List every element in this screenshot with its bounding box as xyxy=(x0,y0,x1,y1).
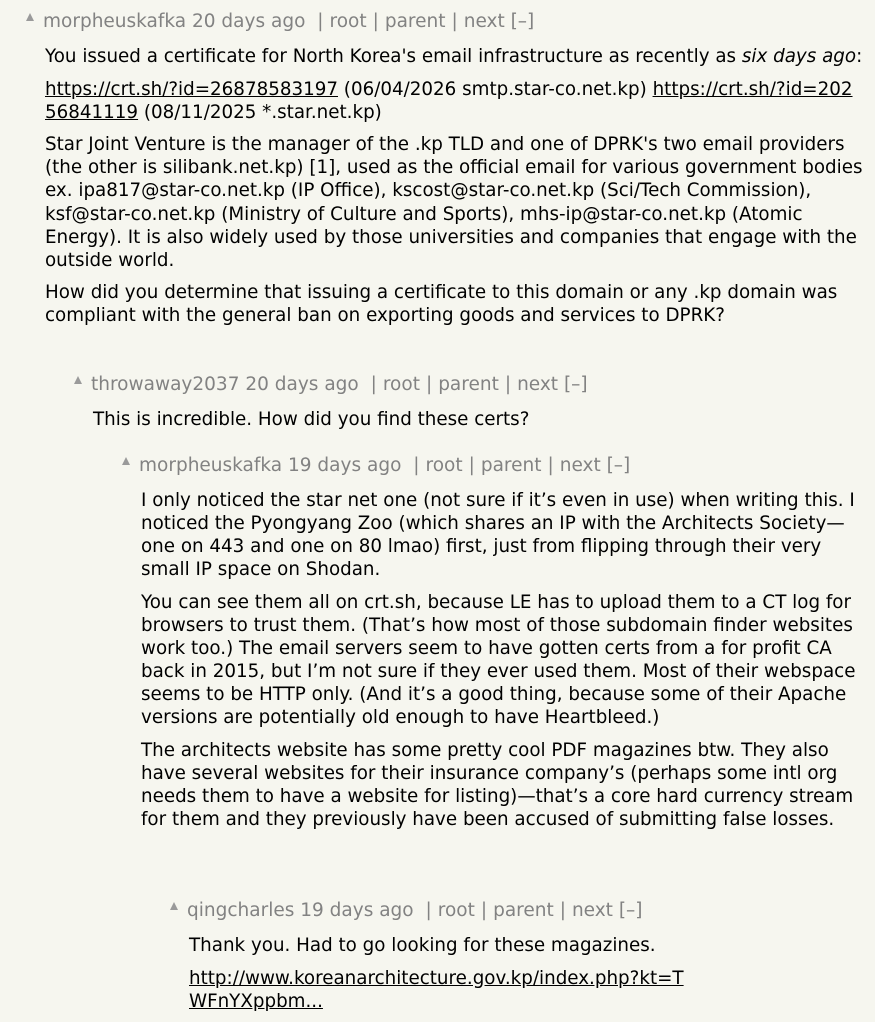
upvote-icon[interactable] xyxy=(74,376,82,384)
comment-paragraph: https://crt.sh/?id=26878583197 (06/04/2026 smtp.star-co.net.kp) https://crt.sh/?id=20256841119 (08/11/2025 *.star.net.kp) xyxy=(45,78,853,123)
upvote-icon[interactable] xyxy=(122,457,130,465)
comment-paragraph: You can see them all on crt.sh, because LE has to upload them to a CT log for browsers to trust them. (That’s how most of those subdomain finder websites work too.) The email servers seem to have gotten certs from a for profit CA back in 2015, but I’m not sure if they ever used them. Most of their webspace seems to be HTTP only. (And it’s a good thing, because some of their Apache versions are potentially old enough to have Heartbleed.) xyxy=(141,591,856,729)
collapse-toggle[interactable]: [–] xyxy=(510,11,535,32)
comment-author[interactable]: throwaway2037 xyxy=(91,374,240,395)
separator: | xyxy=(504,374,512,395)
separator: | xyxy=(413,455,420,476)
collapse-toggle[interactable]: [–] xyxy=(618,900,643,921)
separator: | xyxy=(480,900,488,921)
parent-link[interactable]: parent xyxy=(480,455,542,476)
comment-age[interactable]: 20 days ago xyxy=(245,374,359,395)
comment-paragraph xyxy=(189,967,685,1013)
comment-author[interactable]: morpheuskafka xyxy=(139,455,283,476)
comment-header xyxy=(74,373,588,397)
comment-age[interactable]: 19 days ago xyxy=(288,455,402,476)
comment-paragraph: The architects website has some pretty cool PDF magazines btw. They also have several websites for their insurance company’s (perhaps some intl org needs them to have a website for listing)—that’s a core hard currency stream for them and they previously have been accused of submitting false losses. xyxy=(141,739,854,831)
upvote-icon[interactable] xyxy=(26,13,34,21)
separator: | xyxy=(547,455,554,476)
separator: | xyxy=(425,374,433,395)
parent-link[interactable]: parent xyxy=(493,900,554,921)
crt-link[interactable]: https://crt.sh/?id=20256841119 xyxy=(45,78,853,123)
root-link[interactable]: root xyxy=(425,455,463,476)
comment-header xyxy=(122,454,630,478)
separator: | xyxy=(559,900,566,921)
next-link[interactable]: next xyxy=(463,11,505,32)
comment-body xyxy=(93,408,863,441)
comment-paragraph: This is incredible. How did you find these certs? xyxy=(93,409,530,430)
crt-link[interactable]: https://crt.sh/?id=26878583197 xyxy=(45,78,338,100)
separator: | xyxy=(425,900,432,921)
parent-link[interactable]: parent xyxy=(384,11,446,32)
comment-paragraph: I only noticed the star net one (not sure if it’s even in use) when writing this. I noticed the Pyongyang Zoo (which shares an IP with the Architects Society—one on 443 and one on 80 lmao) first, just from flipping through their very small IP space on Shodan. xyxy=(141,490,855,581)
emphasis: six days ago xyxy=(741,46,857,67)
comment-header xyxy=(170,899,643,923)
comment-body xyxy=(45,45,863,337)
comment-paragraph: You issued a certificate for North Korea's email infrastructure as recently as six days ago: xyxy=(45,46,863,67)
comment-age[interactable]: 20 days ago xyxy=(192,11,306,32)
root-link[interactable]: root xyxy=(382,374,420,395)
next-link[interactable]: next xyxy=(517,374,559,395)
comment-header xyxy=(26,10,534,34)
parent-link[interactable]: parent xyxy=(438,374,499,395)
next-link[interactable]: next xyxy=(571,900,613,921)
external-link[interactable]: http://www.koreanarchitecture.gov.kp/index.php?kt=TWFnYXppbm... xyxy=(189,967,684,1012)
comment-body xyxy=(189,934,685,1022)
root-link[interactable]: root xyxy=(329,11,367,32)
separator: | xyxy=(468,455,475,476)
separator: | xyxy=(451,11,458,32)
collapse-toggle[interactable]: [–] xyxy=(563,374,588,395)
comment-age[interactable]: 19 days ago xyxy=(300,900,414,921)
separator: | xyxy=(372,11,379,32)
comment-paragraph: Thank you. Had to go looking for these magazines. xyxy=(189,935,656,956)
comment-author[interactable]: morpheuskafka xyxy=(43,11,187,32)
next-link[interactable]: next xyxy=(559,455,601,476)
upvote-icon[interactable] xyxy=(170,902,178,910)
collapse-toggle[interactable]: [–] xyxy=(606,455,631,476)
separator: | xyxy=(317,11,324,32)
comment-paragraph: How did you determine that issuing a certificate to this domain or any .kp domain was compliant with the general ban on exporting goods and services to DPRK? xyxy=(45,282,838,327)
comment-author[interactable]: qingcharles xyxy=(187,900,295,921)
comment-body xyxy=(141,489,863,841)
root-link[interactable]: root xyxy=(437,900,475,921)
comment-paragraph: Star Joint Venture is the manager of the .kp TLD and one of DPRK's two email providers (the other is silibank.net.kp) [1], used as the official email for various government bodies ex. ipa817@star-co.net.kp (IP Office), kscost@star-co.net.kp (Sci/Tech Commission), ksf@star-co.net.kp (Ministry of Culture and Sports), mhs-ip@star-co.net.kp (Atomic Energy). It is also widely used by those universities and companies that engage with the outside world. xyxy=(45,134,863,271)
separator: | xyxy=(370,374,377,395)
